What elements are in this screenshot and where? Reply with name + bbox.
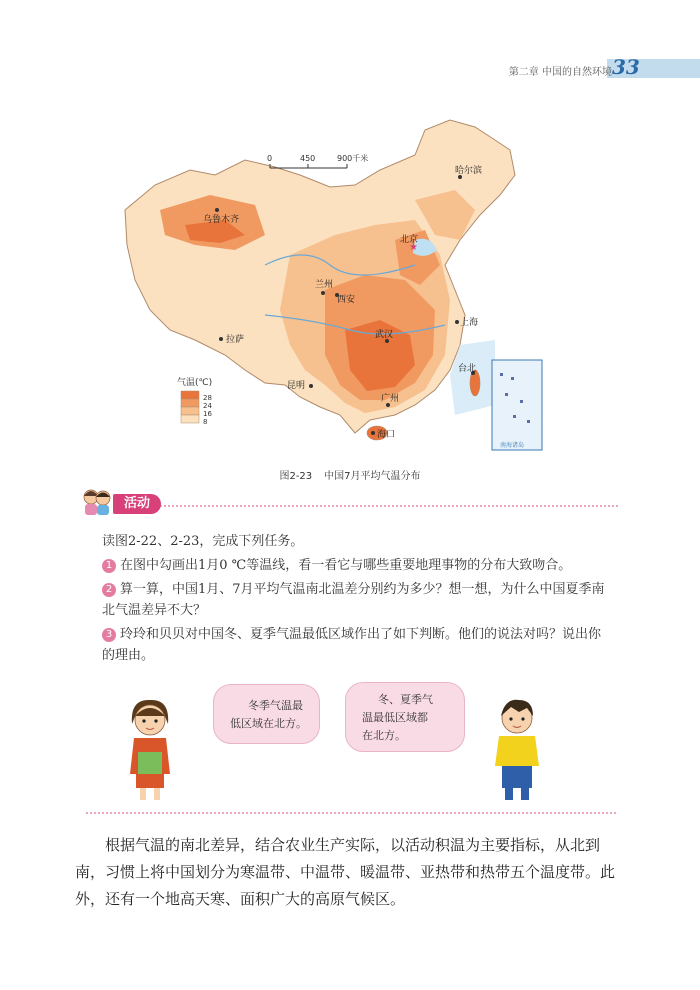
task-number: 3 <box>102 628 116 642</box>
chapter-title: 第二章 中国的自然环境 <box>508 67 612 78</box>
city-label: 海口 <box>377 429 396 439</box>
bubble-text: 冬、夏季气 <box>378 693 433 706</box>
speech-bubble-right <box>345 682 465 752</box>
scale-label: 450 <box>300 154 316 163</box>
speech-bubble-left <box>213 684 320 744</box>
city-label: 昆明 <box>287 380 306 390</box>
city-label: 兰州 <box>315 279 334 289</box>
boy-character <box>487 694 549 802</box>
section-divider <box>86 812 616 814</box>
activity-task <box>102 624 612 666</box>
figure-number: 图2-23 <box>279 471 313 482</box>
july-temperature-map <box>115 115 575 465</box>
bubble-text: 低区域在北方。 <box>230 717 307 730</box>
legend-value: 24 <box>203 402 212 410</box>
city-label: 乌鲁木齐 <box>203 214 240 224</box>
activity-badge: 活动 <box>113 494 161 514</box>
figure-caption <box>0 467 700 482</box>
city-label: 拉萨 <box>226 334 245 344</box>
legend-value: 16 <box>203 410 212 418</box>
legend-value: 28 <box>203 394 212 402</box>
bubble-text: 温最低区域都 <box>362 711 428 724</box>
scale-label: 0 <box>267 154 273 163</box>
beijing-star: ★ <box>409 242 418 253</box>
city-label: 武汉 <box>375 329 394 339</box>
scale-label: 900千米 <box>337 154 369 163</box>
inset-label: 南海诸岛 <box>500 442 525 449</box>
task-number: 2 <box>102 583 116 597</box>
city-label: 北京 <box>400 234 419 244</box>
body-text: 根据气温的南北差异，结合农业生产实际，以活动积温为主要指标，从北到南，习惯上将中国划分为寒温带、中温带、暖温带、亚热带和热带五个温度带。此外，还有一个地高天寒、面积广大的高原气候区。 <box>75 836 616 908</box>
legend-title: 气温(℃) <box>177 378 213 388</box>
activity-kids-icon <box>82 488 112 516</box>
girl-character <box>120 694 180 802</box>
body-paragraph <box>75 832 615 913</box>
activity-divider <box>140 505 618 507</box>
city-label: 台北 <box>458 363 477 373</box>
city-label: 西安 <box>337 294 356 304</box>
activity-intro: 读图2-22、2-23，完成下列任务。 <box>102 534 304 549</box>
figure-title: 中国7月平均气温分布 <box>324 471 421 482</box>
task-text: 玲玲和贝贝对中国冬、夏季气温最低区域作出了如下判断。他们的说法对吗？说出你的理由。 <box>102 627 602 663</box>
south-sea-inset <box>492 360 542 450</box>
task-text: 在图中勾画出1月0 ℃等温线，看一看它与哪些重要地理事物的分布大致吻合。 <box>120 558 572 573</box>
map-svg <box>115 115 575 465</box>
legend-value: 8 <box>203 418 208 426</box>
activity-task <box>102 555 612 576</box>
task-number: 1 <box>102 559 116 573</box>
legend-swatches <box>181 391 199 423</box>
city-label: 哈尔滨 <box>455 165 483 175</box>
city-label: 上海 <box>460 317 479 327</box>
city-label: 广州 <box>381 393 400 403</box>
task-text: 算一算，中国1月、7月平均气温南北温差分别约为多少？想一想，为什么中国夏季南北气温差异不大？ <box>102 582 605 618</box>
page-number: 33 <box>612 55 640 79</box>
bubble-text: 冬季气温最 <box>248 699 303 712</box>
bubble-text: 在北方。 <box>362 729 406 742</box>
activity-task <box>102 579 612 621</box>
